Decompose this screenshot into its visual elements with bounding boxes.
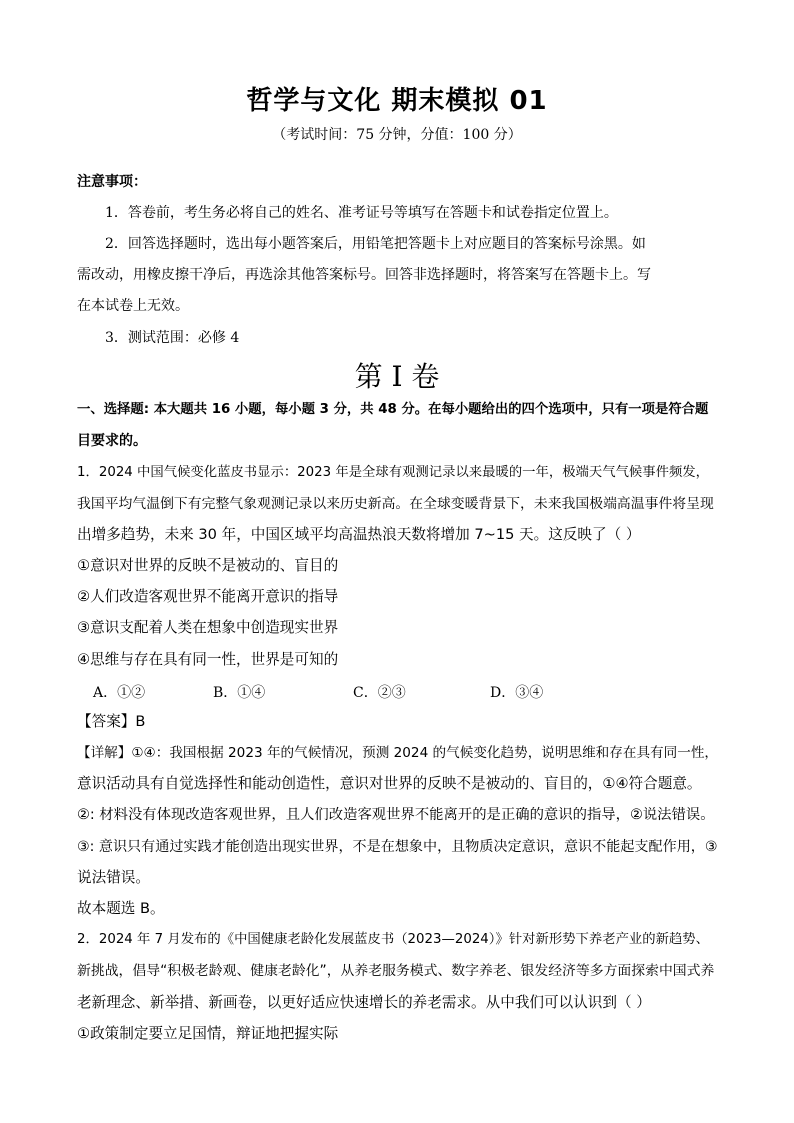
notice-item-2-line-2: 需改动，用橡皮擦干净后，再选涂其他答案标号。回答非选择题时，将答案写在答题卡上。写	[77, 267, 651, 283]
q1-statement-4: ④思维与存在具有同一性，世界是可知的	[77, 651, 339, 668]
q1-option-a: A．①②	[93, 685, 146, 701]
q1-explanation-line-3: ②: 材料没有体现改造客观世界，且人们改造客观世界不能离开的是正确的意识的指导，②说法错误。	[77, 807, 715, 823]
q1-statement-3: ③意识支配着人类在想象中创造现实世界	[77, 619, 339, 636]
page-title: 哲学与文化 期末模拟 01	[246, 86, 548, 116]
notice-item-1: 1．答卷前，考生务必将自己的姓名、准考证号等填写在答题卡和试卷指定位置上。	[105, 205, 618, 221]
q1-conclusion: 故本题选 B。	[77, 900, 165, 917]
q2-statement-1: ①政策制定要立足国情，辩证地把握实际	[77, 1025, 339, 1042]
q1-stem-line-1: 1．2024 中国气候变化蓝皮书显示：2023 年是全球有观测记录以来最暖的一年，极端天气气候事件频发，	[77, 465, 709, 480]
exam-info: （考试时间：75 分钟，分值：100 分）	[272, 127, 522, 143]
notice-item-2-line-1: 2．回答选择题时，选出每小题答案后，用铅笔把答题卡上对应题目的答案标号涂黑。如	[105, 236, 646, 252]
notice-heading: 注意事项：	[77, 174, 147, 190]
q1-explanation-line-1: 【详解】①④：我国根据 2023 年的气候情况，预测 2024 的气候变化趋势，说明思维和存在具有同一性，	[77, 745, 719, 761]
q1-option-c: C．②③	[353, 685, 406, 701]
notice-item-3: 3．测试范围：必修 4	[105, 330, 240, 346]
q1-explanation-line-4: ③: 意识只有通过实践才能创造出现实世界，不是在想象中，且物质决定意识，意识不能起支配作用，③	[77, 839, 718, 855]
section-heading-line-1: 一、选择题: 本大题共 16 小题，每小题 3 分，共 48 分。在每小题给出的四个选项中，只有一项是符合题	[77, 402, 709, 417]
q2-stem-line-3: 老新理念、新举措、新画卷，以更好适应快速增长的养老需求。从中我们可以认识到（ ）	[77, 994, 651, 1011]
q1-answer: 【答案】B	[77, 713, 146, 730]
q1-statement-2: ②人们改造客观世界不能离开意识的指导	[77, 588, 339, 605]
q1-explanation-line-2: 意识活动具有自觉选择性和能动创造性，意识对世界的反映不是被动的、盲目的，①④符合题意。	[77, 775, 702, 792]
q1-stem-line-3: 出增多趋势，未来 30 年，中国区域平均高温热浪天数将增加 7~15 天。这反映了（ ）	[77, 526, 641, 543]
q1-option-b: B．①④	[213, 685, 266, 701]
q2-stem-line-2: 新挑战，倡导“积极老龄观、健康老龄化”，从养老服务模式、数字养老、银发经济等多方面探索中国式养	[77, 963, 715, 979]
q1-statement-1: ①意识对世界的反映不是被动的、盲目的	[77, 557, 339, 574]
q1-option-d: D．③④	[490, 685, 544, 701]
volume-heading: 第 I 卷	[354, 360, 440, 393]
section-heading-line-2: 目要求的。	[77, 433, 147, 449]
q1-explanation-line-5: 说法错误。	[77, 869, 150, 886]
q2-stem-line-1: 2．2024 年 7 月发布的《中国健康老龄化发展蓝皮书（2023—2024）》针对新形势下养老产业的新趋势、	[77, 932, 709, 947]
q1-stem-line-2: 我国平均气温倒下有完整气象观测记录以来历史新高。在全球变暖背景下，未来我国极端高温事件将呈现	[77, 496, 714, 512]
notice-item-2-line-3: 在本试卷上无效。	[77, 298, 189, 314]
